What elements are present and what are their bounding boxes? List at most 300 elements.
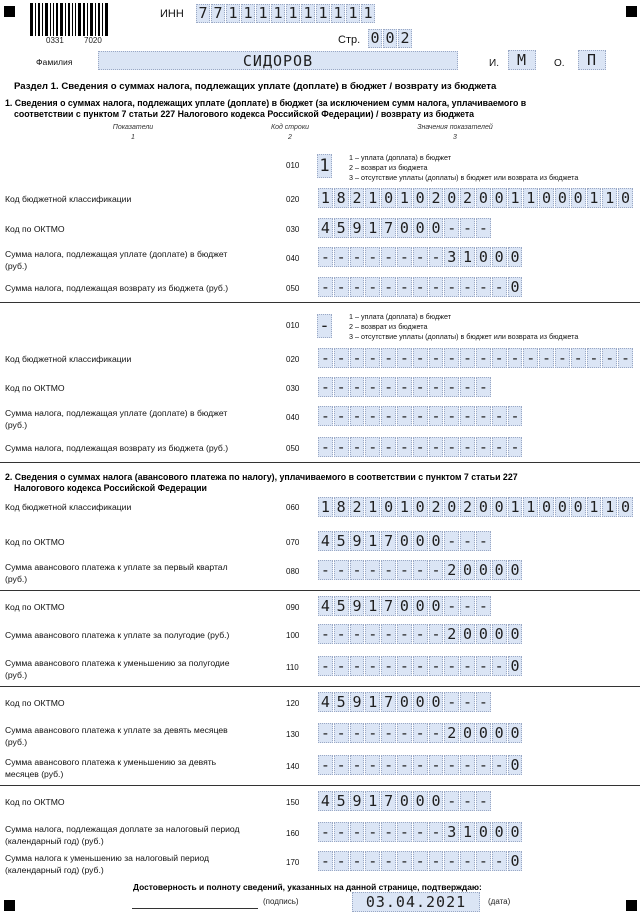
oktmo-field-090-cell: - (476, 596, 491, 616)
oktmo-field-070-cell: 7 (381, 531, 396, 551)
oktmo-field-070-cell: 1 (365, 531, 380, 551)
kbk-field-b-cell: - (539, 348, 554, 368)
barcode-left-digits: 0331 (46, 36, 64, 45)
page-number-field[interactable] (368, 29, 412, 48)
surname-label: Фамилия (36, 57, 73, 67)
name-initial-field[interactable]: М (508, 50, 536, 70)
oktmo-field-b-cell: - (365, 377, 380, 397)
legend-option-2: 2 – возврат из бюджета (349, 163, 428, 172)
kbk-field-cell: 8 (334, 188, 349, 208)
oktmo-field-b-cell: - (444, 377, 459, 397)
tax-year-payable-field-cell: - (429, 822, 444, 842)
oktmo-field-120-cell: 0 (397, 692, 412, 712)
kbk-field[interactable] (318, 188, 633, 208)
tax-refund-field-b-cell: - (508, 437, 523, 457)
tax-year-reduce-field-cell: - (381, 851, 396, 871)
tax-year-payable-field-cell: - (318, 822, 333, 842)
advance-halfyear-field-cell: 0 (460, 624, 475, 644)
corner-marker-bl (4, 900, 15, 911)
surname-field[interactable]: СИДОРОВ (98, 51, 458, 70)
tax-year-payable-field-cell: - (350, 822, 365, 842)
payment-type-field[interactable] (317, 154, 332, 178)
line-code-110: 110 (286, 663, 299, 672)
divider (0, 590, 640, 591)
tax-refund-field-b-cell: - (397, 437, 412, 457)
tax-payable-field-b-cell: - (381, 406, 396, 426)
oktmo-field-120[interactable] (318, 692, 491, 712)
oktmo-field-b-cell: - (397, 377, 412, 397)
advance-q1-field-cell: - (318, 560, 333, 580)
oktmo-label-b: Код по ОКТМО (5, 383, 65, 393)
oktmo-field-090-cell: 4 (318, 596, 333, 616)
oktmo-field-cell: 9 (350, 218, 365, 238)
advance-9m-field-cell: - (429, 723, 444, 743)
advance-halfyear-reduce-field-cell: - (365, 656, 380, 676)
oktmo-field-070-cell: 0 (397, 531, 412, 551)
inn-label: ИНН (160, 8, 184, 20)
advance-9m-label-2: (руб.) (5, 737, 28, 747)
divider (0, 785, 640, 786)
divider (0, 302, 640, 303)
advance-9m-reduce-field-cell: - (381, 755, 396, 775)
line-code-130: 130 (286, 730, 300, 739)
kbk-field-cell: 2 (460, 188, 475, 208)
kbk-field-cell: 1 (365, 188, 380, 208)
signature-line (132, 908, 258, 909)
part1-title-line1: 1. Сведения о суммах налога, подлежащих уплате (доплате) в бюджет (за исключением сумм налога, уплачиваемого в (5, 98, 527, 108)
kbk-field-060-cell: 1 (602, 497, 617, 517)
advance-9m-field-cell: 0 (460, 723, 475, 743)
advance-q1-field-cell: - (381, 560, 396, 580)
kbk-field-b-cell: - (318, 348, 333, 368)
advance-9m-reduce-field-cell: - (365, 755, 380, 775)
advance-halfyear-field[interactable] (318, 624, 522, 644)
kbk-field-060-cell: 8 (334, 497, 349, 517)
oktmo-field-150-cell: - (460, 791, 475, 811)
advance-9m-reduce-field-cell: - (476, 755, 491, 775)
kbk-field-b-cell: - (334, 348, 349, 368)
kbk-field-b-cell: - (571, 348, 586, 368)
date-label: (дата) (488, 897, 511, 906)
line-code-040: 040 (286, 254, 300, 263)
oktmo-field-cell: - (476, 218, 491, 238)
tax-payable-label-2-b: (руб.) (5, 420, 28, 430)
kbk-field-060-cell: 1 (318, 497, 333, 517)
tax-payable-field-cell: - (350, 247, 365, 267)
oktmo-field-090-cell: 0 (413, 596, 428, 616)
tax-year-reduce-field-cell: - (492, 851, 507, 871)
tax-refund-field-b-cell: - (492, 437, 507, 457)
oktmo-field-090-cell: 5 (334, 596, 349, 616)
tax-year-reduce-field[interactable] (318, 851, 522, 871)
advance-halfyear-field-cell: - (334, 624, 349, 644)
kbk-field-060-cell: 1 (587, 497, 602, 517)
tax-payable-field-cell: - (381, 247, 396, 267)
tax-refund-field-cell: - (444, 277, 459, 297)
inn-field-cell: 1 (286, 4, 300, 23)
oktmo-field-b-cell: - (350, 377, 365, 397)
advance-9m-reduce-field-cell: - (444, 755, 459, 775)
kbk-field-b[interactable] (318, 348, 633, 368)
tax-payable-field-cell: - (365, 247, 380, 267)
kbk-field-cell: 0 (492, 188, 507, 208)
col-header-code-num: 2 (288, 134, 292, 141)
kbk-field-060-cell: 0 (618, 497, 633, 517)
tax-refund-field-b-cell: - (318, 437, 333, 457)
part2-title-line1: 2. Сведения о суммах налога (авансового платежа по налогу), уплачиваемого в соответствии с пунктом 7 статьи 227 (5, 472, 518, 482)
kbk-label-060: Код бюджетной классификации (5, 502, 132, 512)
tax-payable-field-b-cell: - (508, 406, 523, 426)
oktmo-field-b-cell: - (334, 377, 349, 397)
advance-halfyear-field-cell: 0 (476, 624, 491, 644)
advance-9m-field-cell: - (350, 723, 365, 743)
barcode (30, 3, 110, 36)
tax-payable-field[interactable] (318, 247, 522, 267)
kbk-field-060-cell: 0 (492, 497, 507, 517)
advance-9m-field-cell: - (365, 723, 380, 743)
line-code-030-b: 030 (286, 384, 300, 393)
advance-halfyear-reduce-label: Сумма авансового платежа к уменьшению за полугодие (5, 658, 230, 668)
oktmo-label-090: Код по ОКТМО (5, 602, 65, 612)
oktmo-field-b[interactable] (318, 377, 491, 397)
kbk-field-cell: 1 (587, 188, 602, 208)
oktmo-field-120-cell: 5 (334, 692, 349, 712)
advance-q1-field-cell: - (350, 560, 365, 580)
advance-halfyear-reduce-field-cell: - (429, 656, 444, 676)
advance-halfyear-reduce-field-cell: - (413, 656, 428, 676)
advance-halfyear-reduce-field-cell: - (381, 656, 396, 676)
payment-type-field-b[interactable] (317, 314, 332, 338)
tax-refund-field-cell: - (397, 277, 412, 297)
advance-q1-label-2: (руб.) (5, 574, 28, 584)
kbk-field-cell: 0 (413, 188, 428, 208)
oktmo-field-090-cell: 1 (365, 596, 380, 616)
advance-halfyear-reduce-field-cell: - (318, 656, 333, 676)
tax-year-reduce-field-cell: - (365, 851, 380, 871)
part1-title-line2: соответствии с пунктом 7 статьи 227 Налогового кодекса Российской Федерации) / возврату из бюджета (14, 109, 475, 119)
tax-refund-field-cell: - (318, 277, 333, 297)
tax-payable-field-cell: - (413, 247, 428, 267)
kbk-field-b-cell: - (444, 348, 459, 368)
advance-halfyear-reduce-field-cell: - (444, 656, 459, 676)
tax-payable-field-cell: 0 (508, 247, 523, 267)
patronymic-initial-field[interactable]: П (578, 50, 606, 70)
oktmo-field-120-cell: 9 (350, 692, 365, 712)
tax-refund-field-b-cell: - (444, 437, 459, 457)
oktmo-field-070-cell: - (460, 531, 475, 551)
line-code-010-b: 010 (286, 321, 300, 330)
payment-type-field-b-cell: - (317, 314, 332, 338)
tax-payable-field-b-cell: - (460, 406, 475, 426)
kbk-field-b-cell: - (365, 348, 380, 368)
advance-halfyear-field-cell: - (381, 624, 396, 644)
kbk-field-cell: 1 (397, 188, 412, 208)
oktmo-field[interactable] (318, 218, 491, 238)
oktmo-field-070-cell: - (476, 531, 491, 551)
oktmo-field-120-cell: - (476, 692, 491, 712)
tax-refund-field-b-cell: - (429, 437, 444, 457)
oktmo-field-cell: 7 (381, 218, 396, 238)
advance-halfyear-reduce-field-cell: - (397, 656, 412, 676)
kbk-field-060-cell: 0 (381, 497, 396, 517)
oktmo-field-150-cell: - (444, 791, 459, 811)
tax-payable-field-b-cell: - (476, 406, 491, 426)
oktmo-field-b-cell: - (381, 377, 396, 397)
inn-field-cell: 1 (346, 4, 360, 23)
tax-year-reduce-label: Сумма налога к уменьшению за налоговый период (5, 853, 210, 863)
tax-year-reduce-field-cell: - (397, 851, 412, 871)
advance-halfyear-field-cell: - (350, 624, 365, 644)
legend-option-1: 1 – уплата (доплата) в бюджет (349, 153, 452, 162)
tax-year-reduce-field-cell: - (460, 851, 475, 871)
kbk-field-b-cell: - (618, 348, 633, 368)
kbk-field-060[interactable] (318, 497, 633, 517)
oktmo-field-cell: - (444, 218, 459, 238)
advance-q1-field-cell: - (429, 560, 444, 580)
line-code-150: 150 (286, 798, 300, 807)
inn-field[interactable] (196, 4, 375, 23)
tax-payable-field-b-cell: - (444, 406, 459, 426)
tax-year-payable-field-cell: 3 (444, 822, 459, 842)
oktmo-label-150: Код по ОКТМО (5, 797, 65, 807)
page-label: Стр. (338, 34, 361, 46)
name-initial-label: И. (489, 58, 499, 69)
corner-marker-tl (4, 6, 15, 17)
tax-refund-label: Сумма налога, подлежащая возврату из бюджета (руб.) (5, 283, 229, 293)
kbk-field-cell: 0 (618, 188, 633, 208)
tax-refund-field-b-cell: - (365, 437, 380, 457)
advance-q1-field-cell: - (413, 560, 428, 580)
tax-payable-field-b-cell: - (492, 406, 507, 426)
advance-9m-field-cell: - (381, 723, 396, 743)
barcode-right-digits: 7020 (84, 36, 102, 45)
oktmo-field-070-cell: 9 (350, 531, 365, 551)
oktmo-field-150-cell: 0 (429, 791, 444, 811)
oktmo-field-120-cell: - (444, 692, 459, 712)
page-number-field-cell: 0 (383, 29, 397, 48)
kbk-field-cell: 2 (350, 188, 365, 208)
kbk-field-060-cell: 1 (365, 497, 380, 517)
tax-year-payable-field-cell: 1 (460, 822, 475, 842)
kbk-field-b-cell: - (555, 348, 570, 368)
tax-payable-field-b-cell: - (397, 406, 412, 426)
col-header-indicators-num: 1 (131, 134, 135, 141)
oktmo-field-cell: 5 (334, 218, 349, 238)
kbk-field-060-cell: 0 (539, 497, 554, 517)
tax-year-reduce-field-cell: 0 (508, 851, 523, 871)
oktmo-field-070-cell: 4 (318, 531, 333, 551)
advance-q1-field-cell: 0 (492, 560, 507, 580)
advance-halfyear-reduce-field-cell: - (334, 656, 349, 676)
advance-halfyear-label: Сумма авансового платежа к уплате за полугодие (руб.) (5, 630, 230, 640)
tax-payable-field-cell: - (334, 247, 349, 267)
advance-halfyear-reduce-field[interactable] (318, 656, 522, 676)
oktmo-field-070[interactable] (318, 531, 491, 551)
oktmo-field-090-cell: - (444, 596, 459, 616)
tax-payable-field-cell: 3 (444, 247, 459, 267)
advance-9m-field-cell: - (413, 723, 428, 743)
advance-halfyear-field-cell: 2 (444, 624, 459, 644)
kbk-field-b-cell: - (508, 348, 523, 368)
inn-field-cell: 1 (256, 4, 270, 23)
oktmo-field-090-cell: 0 (397, 596, 412, 616)
tax-year-reduce-field-cell: - (429, 851, 444, 871)
oktmo-label: Код по ОКТМО (5, 224, 65, 234)
tax-payable-field-b-cell: - (350, 406, 365, 426)
advance-q1-field[interactable] (318, 560, 522, 580)
date-field[interactable]: 03.04.2021 (352, 892, 480, 912)
tax-refund-field-cell: - (476, 277, 491, 297)
kbk-field-cell: 0 (555, 188, 570, 208)
line-code-070: 070 (286, 538, 300, 547)
col-header-indicators: Показатели (112, 124, 154, 131)
tax-year-payable-label: Сумма налога, подлежащая доплате за налоговый период (5, 824, 240, 834)
line-code-120: 120 (286, 699, 300, 708)
oktmo-field-150-cell: 4 (318, 791, 333, 811)
inn-field-cell: 1 (331, 4, 345, 23)
kbk-field-cell: 0 (444, 188, 459, 208)
tax-payable-field-cell: 0 (492, 247, 507, 267)
oktmo-field-070-cell: 5 (334, 531, 349, 551)
line-code-100: 100 (286, 631, 300, 640)
tax-refund-field[interactable] (318, 277, 522, 297)
tax-year-payable-field-cell: - (365, 822, 380, 842)
kbk-field-b-cell: - (587, 348, 602, 368)
kbk-field-060-cell: 0 (476, 497, 491, 517)
tax-payable-field-cell: - (318, 247, 333, 267)
advance-9m-field[interactable] (318, 723, 522, 743)
advance-9m-reduce-field-cell: - (492, 755, 507, 775)
tax-payable-label: Сумма налога, подлежащая уплате (доплате) в бюджет (5, 249, 228, 259)
inn-field-cell: 1 (226, 4, 240, 23)
tax-refund-field-b[interactable] (318, 437, 522, 457)
line-code-160: 160 (286, 829, 300, 838)
advance-halfyear-reduce-field-cell: - (492, 656, 507, 676)
tax-refund-field-cell: - (334, 277, 349, 297)
advance-q1-field-cell: 2 (444, 560, 459, 580)
oktmo-field-cell: 1 (365, 218, 380, 238)
tax-refund-field-cell: - (460, 277, 475, 297)
kbk-field-cell: 1 (523, 188, 538, 208)
tax-refund-field-cell: - (381, 277, 396, 297)
tax-payable-field-cell: - (397, 247, 412, 267)
advance-9m-reduce-field-cell: - (318, 755, 333, 775)
advance-halfyear-field-cell: - (397, 624, 412, 644)
advance-9m-reduce-field-cell: - (334, 755, 349, 775)
advance-halfyear-field-cell: 0 (508, 624, 523, 644)
advance-9m-reduce-field-cell: - (397, 755, 412, 775)
col-header-values: Значения показателей (417, 124, 493, 131)
advance-q1-field-cell: 0 (508, 560, 523, 580)
advance-halfyear-field-cell: - (318, 624, 333, 644)
advance-q1-field-cell: - (397, 560, 412, 580)
oktmo-label-070: Код по ОКТМО (5, 537, 65, 547)
kbk-field-cell: 2 (429, 188, 444, 208)
kbk-field-060-cell: 1 (508, 497, 523, 517)
tax-year-payable-field[interactable] (318, 822, 522, 842)
tax-year-payable-field-cell: 0 (492, 822, 507, 842)
advance-9m-reduce-label: Сумма авансового платежа к уменьшению за девять (5, 757, 217, 767)
tax-year-reduce-field-cell: - (334, 851, 349, 871)
oktmo-field-150-cell: 9 (350, 791, 365, 811)
tax-refund-field-cell: - (492, 277, 507, 297)
oktmo-field-150[interactable] (318, 791, 491, 811)
oktmo-field-090-cell: 7 (381, 596, 396, 616)
divider (0, 686, 640, 687)
tax-refund-field-cell: - (429, 277, 444, 297)
advance-9m-reduce-field[interactable] (318, 755, 522, 775)
oktmo-field-070-cell: 0 (429, 531, 444, 551)
advance-9m-field-cell: 2 (444, 723, 459, 743)
line-code-010: 010 (286, 161, 300, 170)
oktmo-field-090[interactable] (318, 596, 491, 616)
section-title: Раздел 1. Сведения о суммах налога, подлежащих уплате (доплате) в бюджет / возврату из бюджета (14, 81, 497, 92)
advance-9m-reduce-field-cell: - (460, 755, 475, 775)
oktmo-field-090-cell: 0 (429, 596, 444, 616)
advance-halfyear-reduce-field-cell: - (460, 656, 475, 676)
kbk-field-060-cell: 0 (555, 497, 570, 517)
advance-9m-field-cell: - (318, 723, 333, 743)
kbk-field-060-cell: 2 (350, 497, 365, 517)
advance-halfyear-reduce-field-cell: - (476, 656, 491, 676)
tax-year-reduce-field-cell: - (413, 851, 428, 871)
tax-payable-field-b-cell: - (429, 406, 444, 426)
inn-field-cell: 1 (271, 4, 285, 23)
tax-year-reduce-field-cell: - (476, 851, 491, 871)
kbk-field-b-cell: - (602, 348, 617, 368)
oktmo-field-120-cell: - (460, 692, 475, 712)
tax-year-reduce-label-2: (календарный год) (руб.) (5, 865, 104, 875)
kbk-field-b-cell: - (381, 348, 396, 368)
kbk-field-cell: 0 (539, 188, 554, 208)
oktmo-field-150-cell: 1 (365, 791, 380, 811)
kbk-field-b-cell: - (350, 348, 365, 368)
advance-halfyear-field-cell: 0 (492, 624, 507, 644)
tax-refund-field-b-cell: - (381, 437, 396, 457)
legend-option-3-b: 3 – отсутствие уплаты (доплаты) в бюджет или возврата из бюджета (349, 332, 579, 341)
tax-payable-label-b: Сумма налога, подлежащая уплате (доплате) в бюджет (5, 408, 228, 418)
advance-9m-reduce-field-cell: 0 (508, 755, 523, 775)
advance-halfyear-field-cell: - (413, 624, 428, 644)
kbk-label: Код бюджетной классификации (5, 194, 132, 204)
tax-refund-field-b-cell: - (350, 437, 365, 457)
tax-year-reduce-field-cell: - (318, 851, 333, 871)
oktmo-field-cell: 0 (429, 218, 444, 238)
advance-q1-field-cell: 0 (460, 560, 475, 580)
line-code-140: 140 (286, 762, 300, 771)
col-header-values-num: 3 (453, 134, 457, 141)
oktmo-field-150-cell: 0 (413, 791, 428, 811)
line-code-060: 060 (286, 503, 300, 512)
kbk-field-b-cell: - (413, 348, 428, 368)
advance-9m-field-cell: 0 (508, 723, 523, 743)
advance-9m-reduce-field-cell: - (429, 755, 444, 775)
inn-field-cell: 1 (301, 4, 315, 23)
corner-marker-br (626, 900, 637, 911)
page-number-field-cell: 2 (398, 29, 412, 48)
tax-payable-field-b[interactable] (318, 406, 522, 426)
oktmo-field-090-cell: - (460, 596, 475, 616)
kbk-field-060-cell: 0 (413, 497, 428, 517)
kbk-label-b: Код бюджетной классификации (5, 354, 132, 364)
tax-year-payable-field-cell: - (381, 822, 396, 842)
tax-year-reduce-field-cell: - (350, 851, 365, 871)
advance-9m-field-cell: - (334, 723, 349, 743)
kbk-field-060-cell: 0 (444, 497, 459, 517)
part2-title-line2: Налогового кодекса Российской Федерации (14, 483, 207, 493)
kbk-field-cell: 0 (571, 188, 586, 208)
advance-9m-reduce-field-cell: - (350, 755, 365, 775)
